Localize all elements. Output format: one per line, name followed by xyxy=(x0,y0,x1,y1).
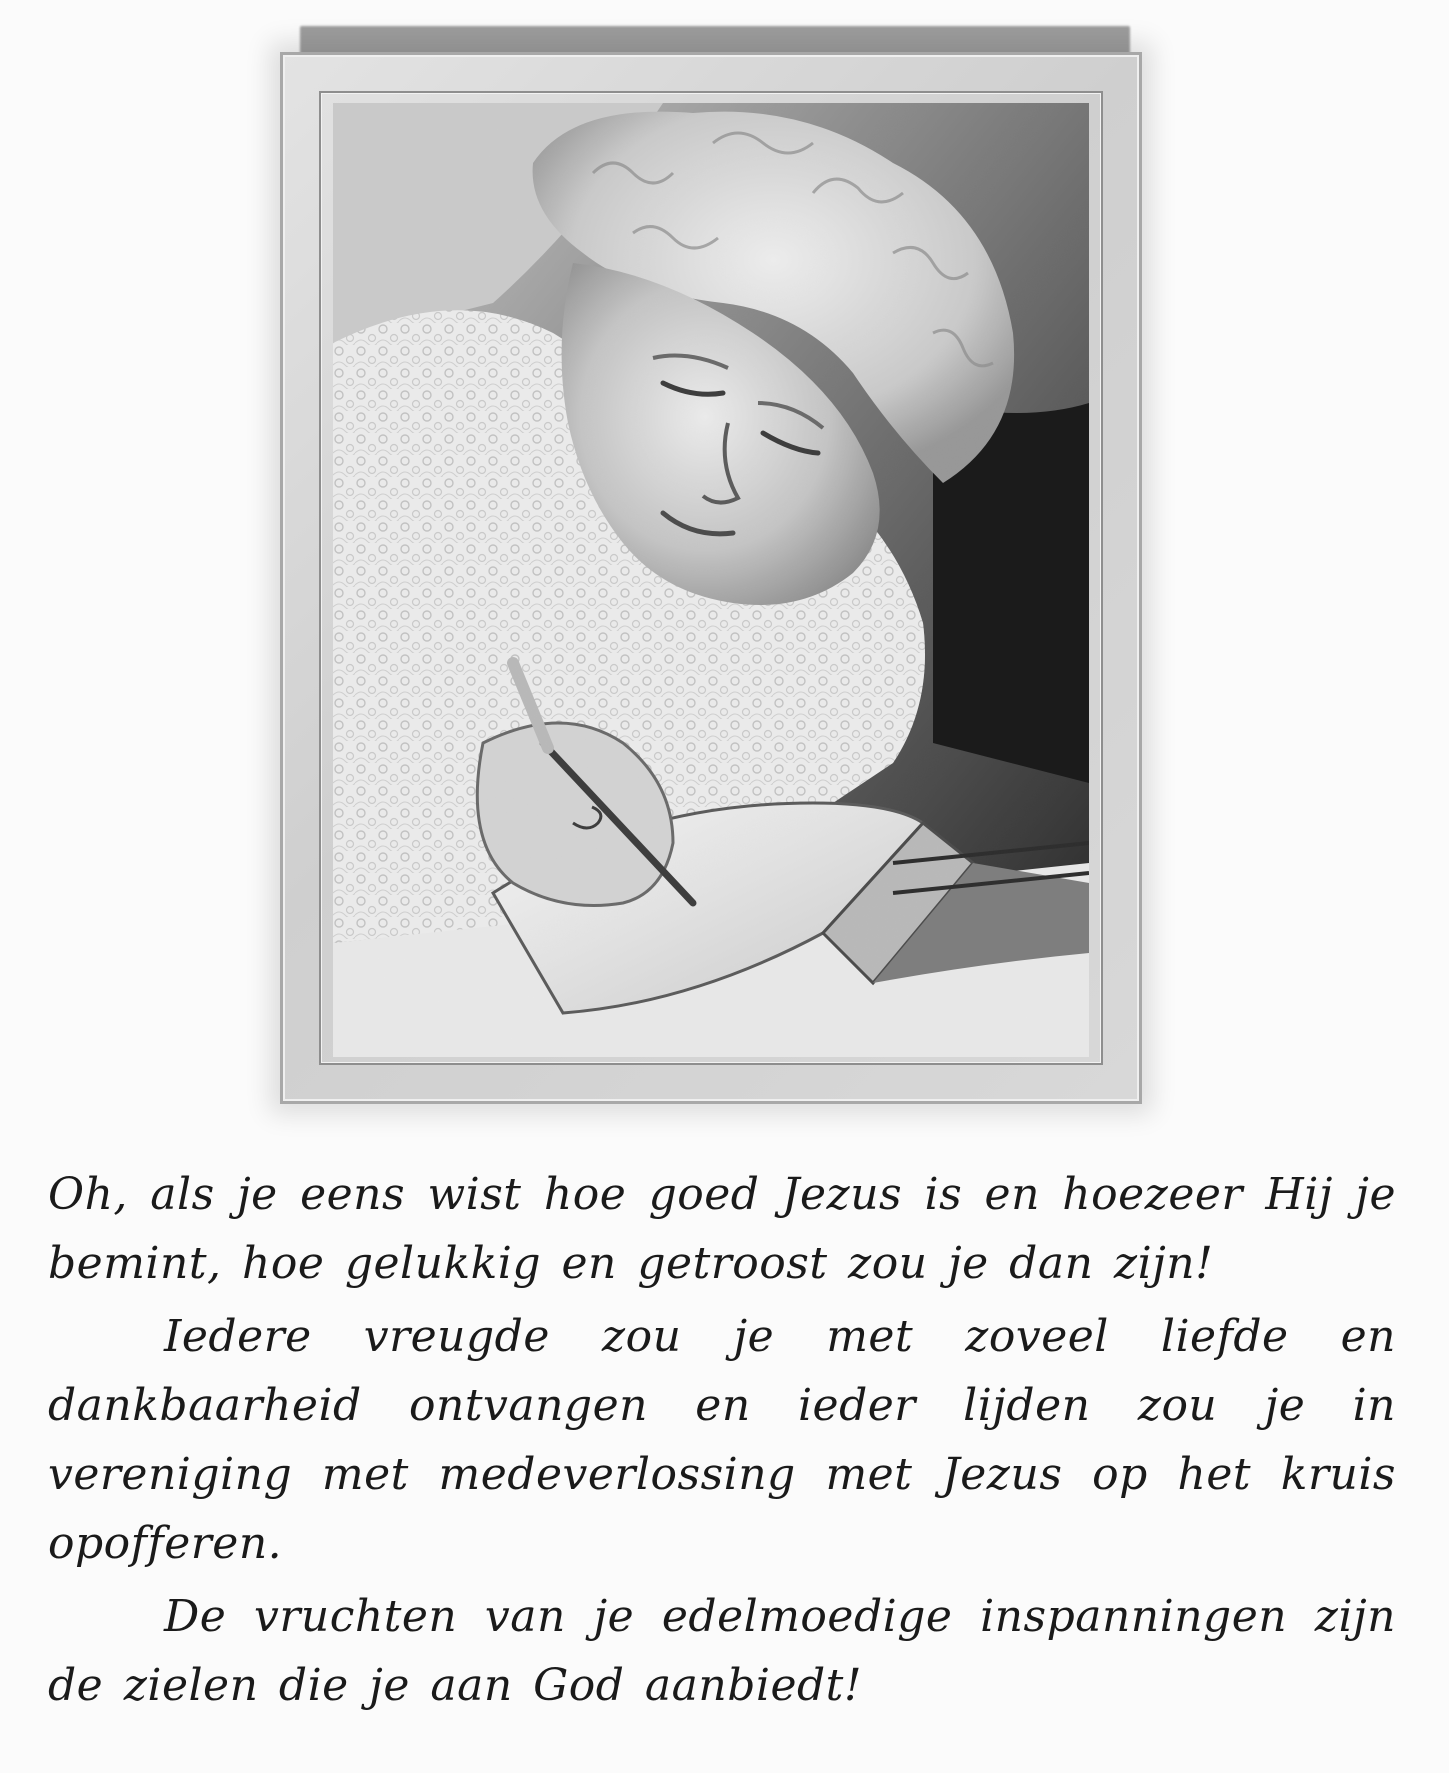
devotional-text xyxy=(48,1160,1396,1724)
paragraph-3: De vruchten van je edelmoedige inspanningen zijn de zielen die je aan God aanbiedt! xyxy=(48,1591,1396,1711)
paragraph-2: Iedere vreugde zou je met zoveel liefde en dankbaarheid ontvangen en ieder lijden zou je in vereniging met medeverlossing met Jezus op het kruis opofferen. xyxy=(48,1311,1396,1569)
picture-frame xyxy=(280,52,1142,1104)
paragraph-1: Oh, als je eens wist hoe goed Jezus is en hoezeer Hij je bemint, hoe gelukkig en getroost zou je dan zijn! xyxy=(48,1169,1396,1289)
woman-writing-in-book-icon xyxy=(333,103,1089,1057)
portrait-photo xyxy=(333,103,1089,1057)
